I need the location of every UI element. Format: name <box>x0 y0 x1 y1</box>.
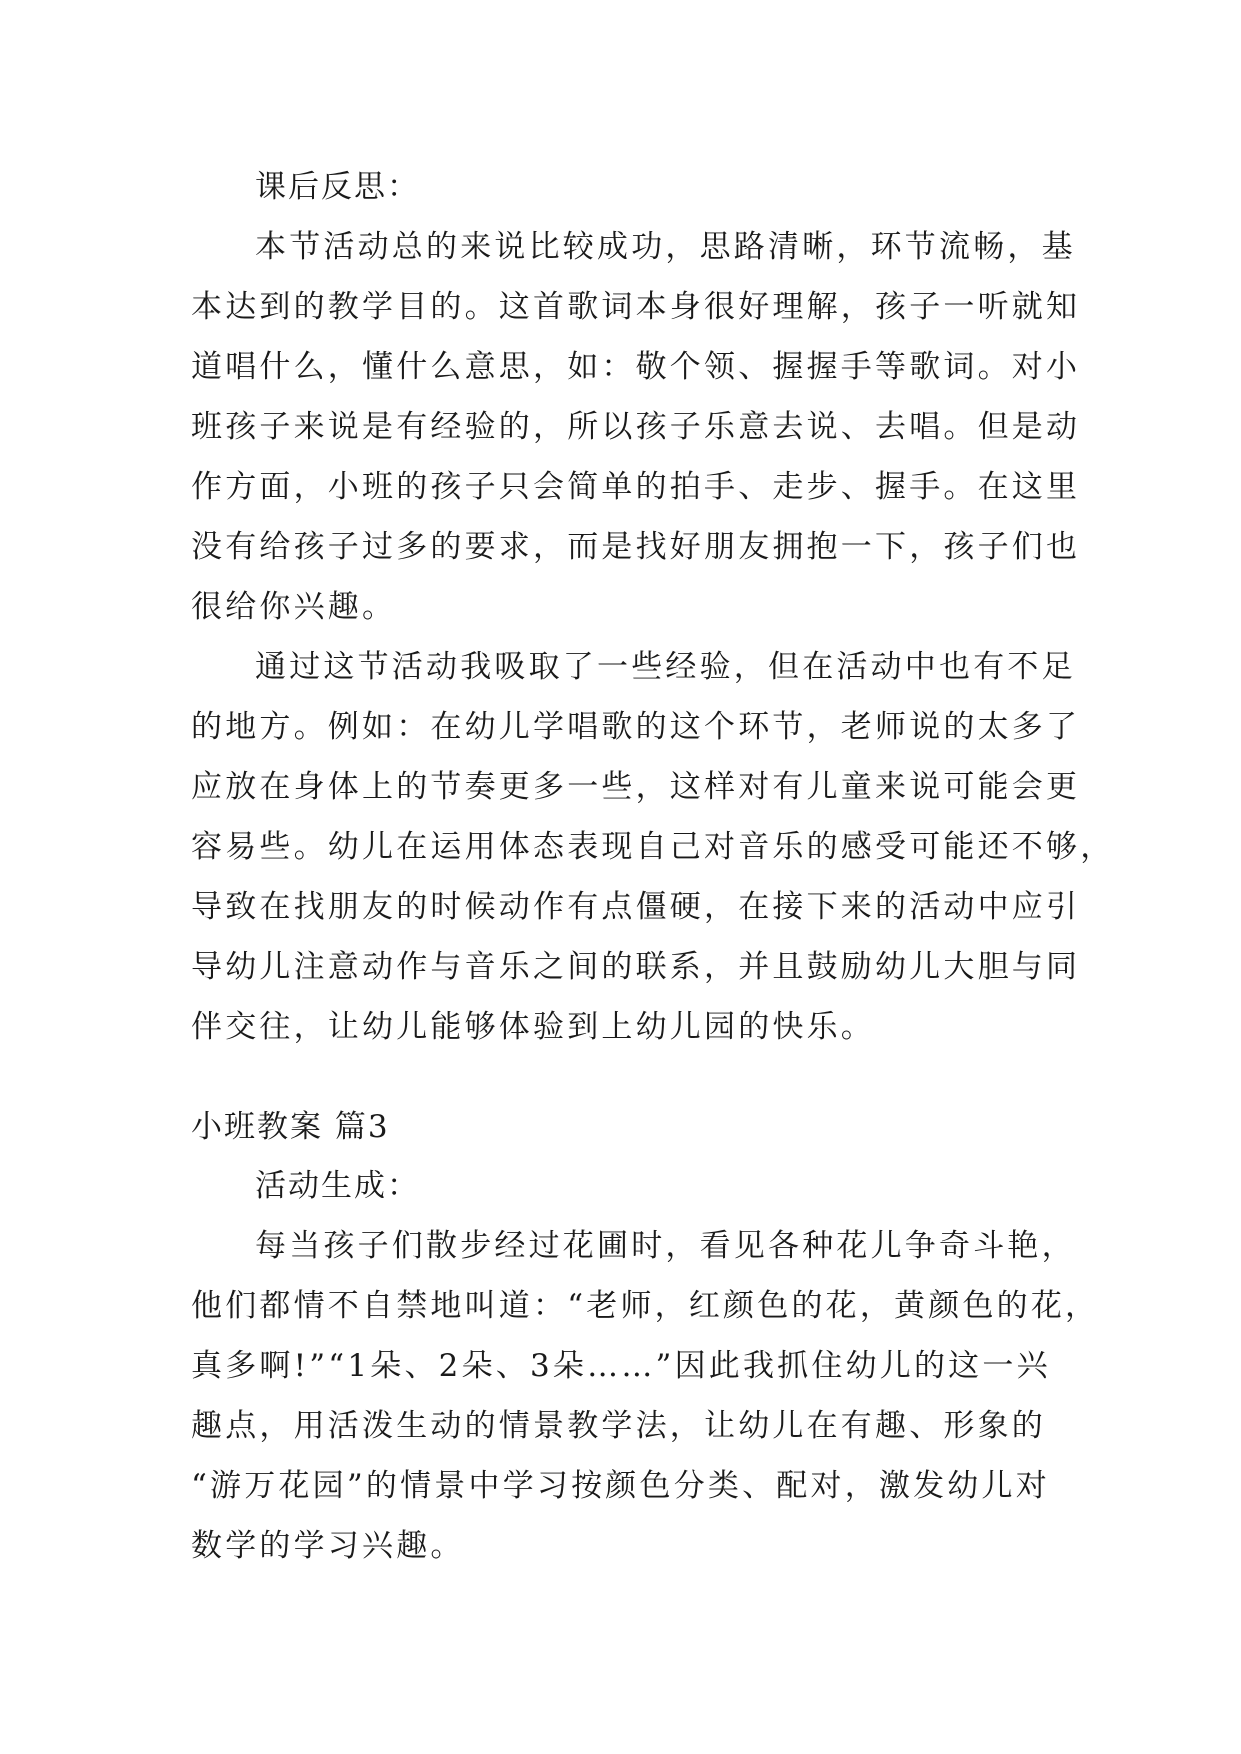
text-line: “游万花园”的情景中学习按颜色分类、配对，激发幼儿对 <box>191 1468 1050 1504</box>
text-line: 真多啊!”“1朵、2朵、3朵……”因此我抓住幼儿的这一兴 <box>191 1348 1051 1384</box>
text-line: 应放在身体上的节奏更多一些，这样对有儿童来说可能会更 <box>191 769 1081 805</box>
text-line: 他们都情不自禁地叫道：“老师，红颜色的花，黄颜色的花， <box>191 1288 1100 1324</box>
text-line: 很给你兴趣。 <box>191 589 397 625</box>
text-line: 数学的学习兴趣。 <box>191 1528 465 1564</box>
text-line: 导幼儿注意动作与音乐之间的联系，并且鼓励幼儿大胆与同 <box>191 949 1081 985</box>
section-title: 小班教案 篇3 <box>191 1109 390 1145</box>
text-line: 伴交往，让幼儿能够体验到上幼儿园的快乐。 <box>191 1009 875 1045</box>
text-line: 道唱什么，懂什么意思，如：敬个领、握握手等歌词。对小 <box>191 349 1081 385</box>
text-line: 每当孩子们散步经过花圃时，看见各种花儿争奇斗艳， <box>255 1228 1076 1264</box>
text-line: 通过这节活动我吸取了一些经验，但在活动中也有不足 <box>255 649 1076 685</box>
reflection-heading: 课后反思： <box>255 169 420 205</box>
text-line: 的地方。例如：在幼儿学唱歌的这个环节，老师说的太多了 <box>191 709 1081 745</box>
text-line: 本节活动总的来说比较成功，思路清晰，环节流畅，基 <box>255 229 1076 265</box>
text-line: 导致在找朋友的时候动作有点僵硬，在接下来的活动中应引 <box>191 889 1081 925</box>
text-line: 本达到的教学目的。这首歌词本身很好理解，孩子一听就知 <box>191 289 1081 325</box>
text-line: 容易些。幼儿在运用体态表现自己对音乐的感受可能还不够， <box>191 829 1115 865</box>
text-line: 趣点，用活泼生动的情景教学法，让幼儿在有趣、形象的 <box>191 1408 1046 1444</box>
generation-heading: 活动生成： <box>255 1168 420 1204</box>
text-line: 没有给孩子过多的要求，而是找好朋友拥抱一下，孩子们也 <box>191 529 1081 565</box>
text-line: 班孩子来说是有经验的，所以孩子乐意去说、去唱。但是动 <box>191 409 1081 445</box>
text-line: 作方面，小班的孩子只会简单的拍手、走步、握手。在这里 <box>191 469 1081 505</box>
